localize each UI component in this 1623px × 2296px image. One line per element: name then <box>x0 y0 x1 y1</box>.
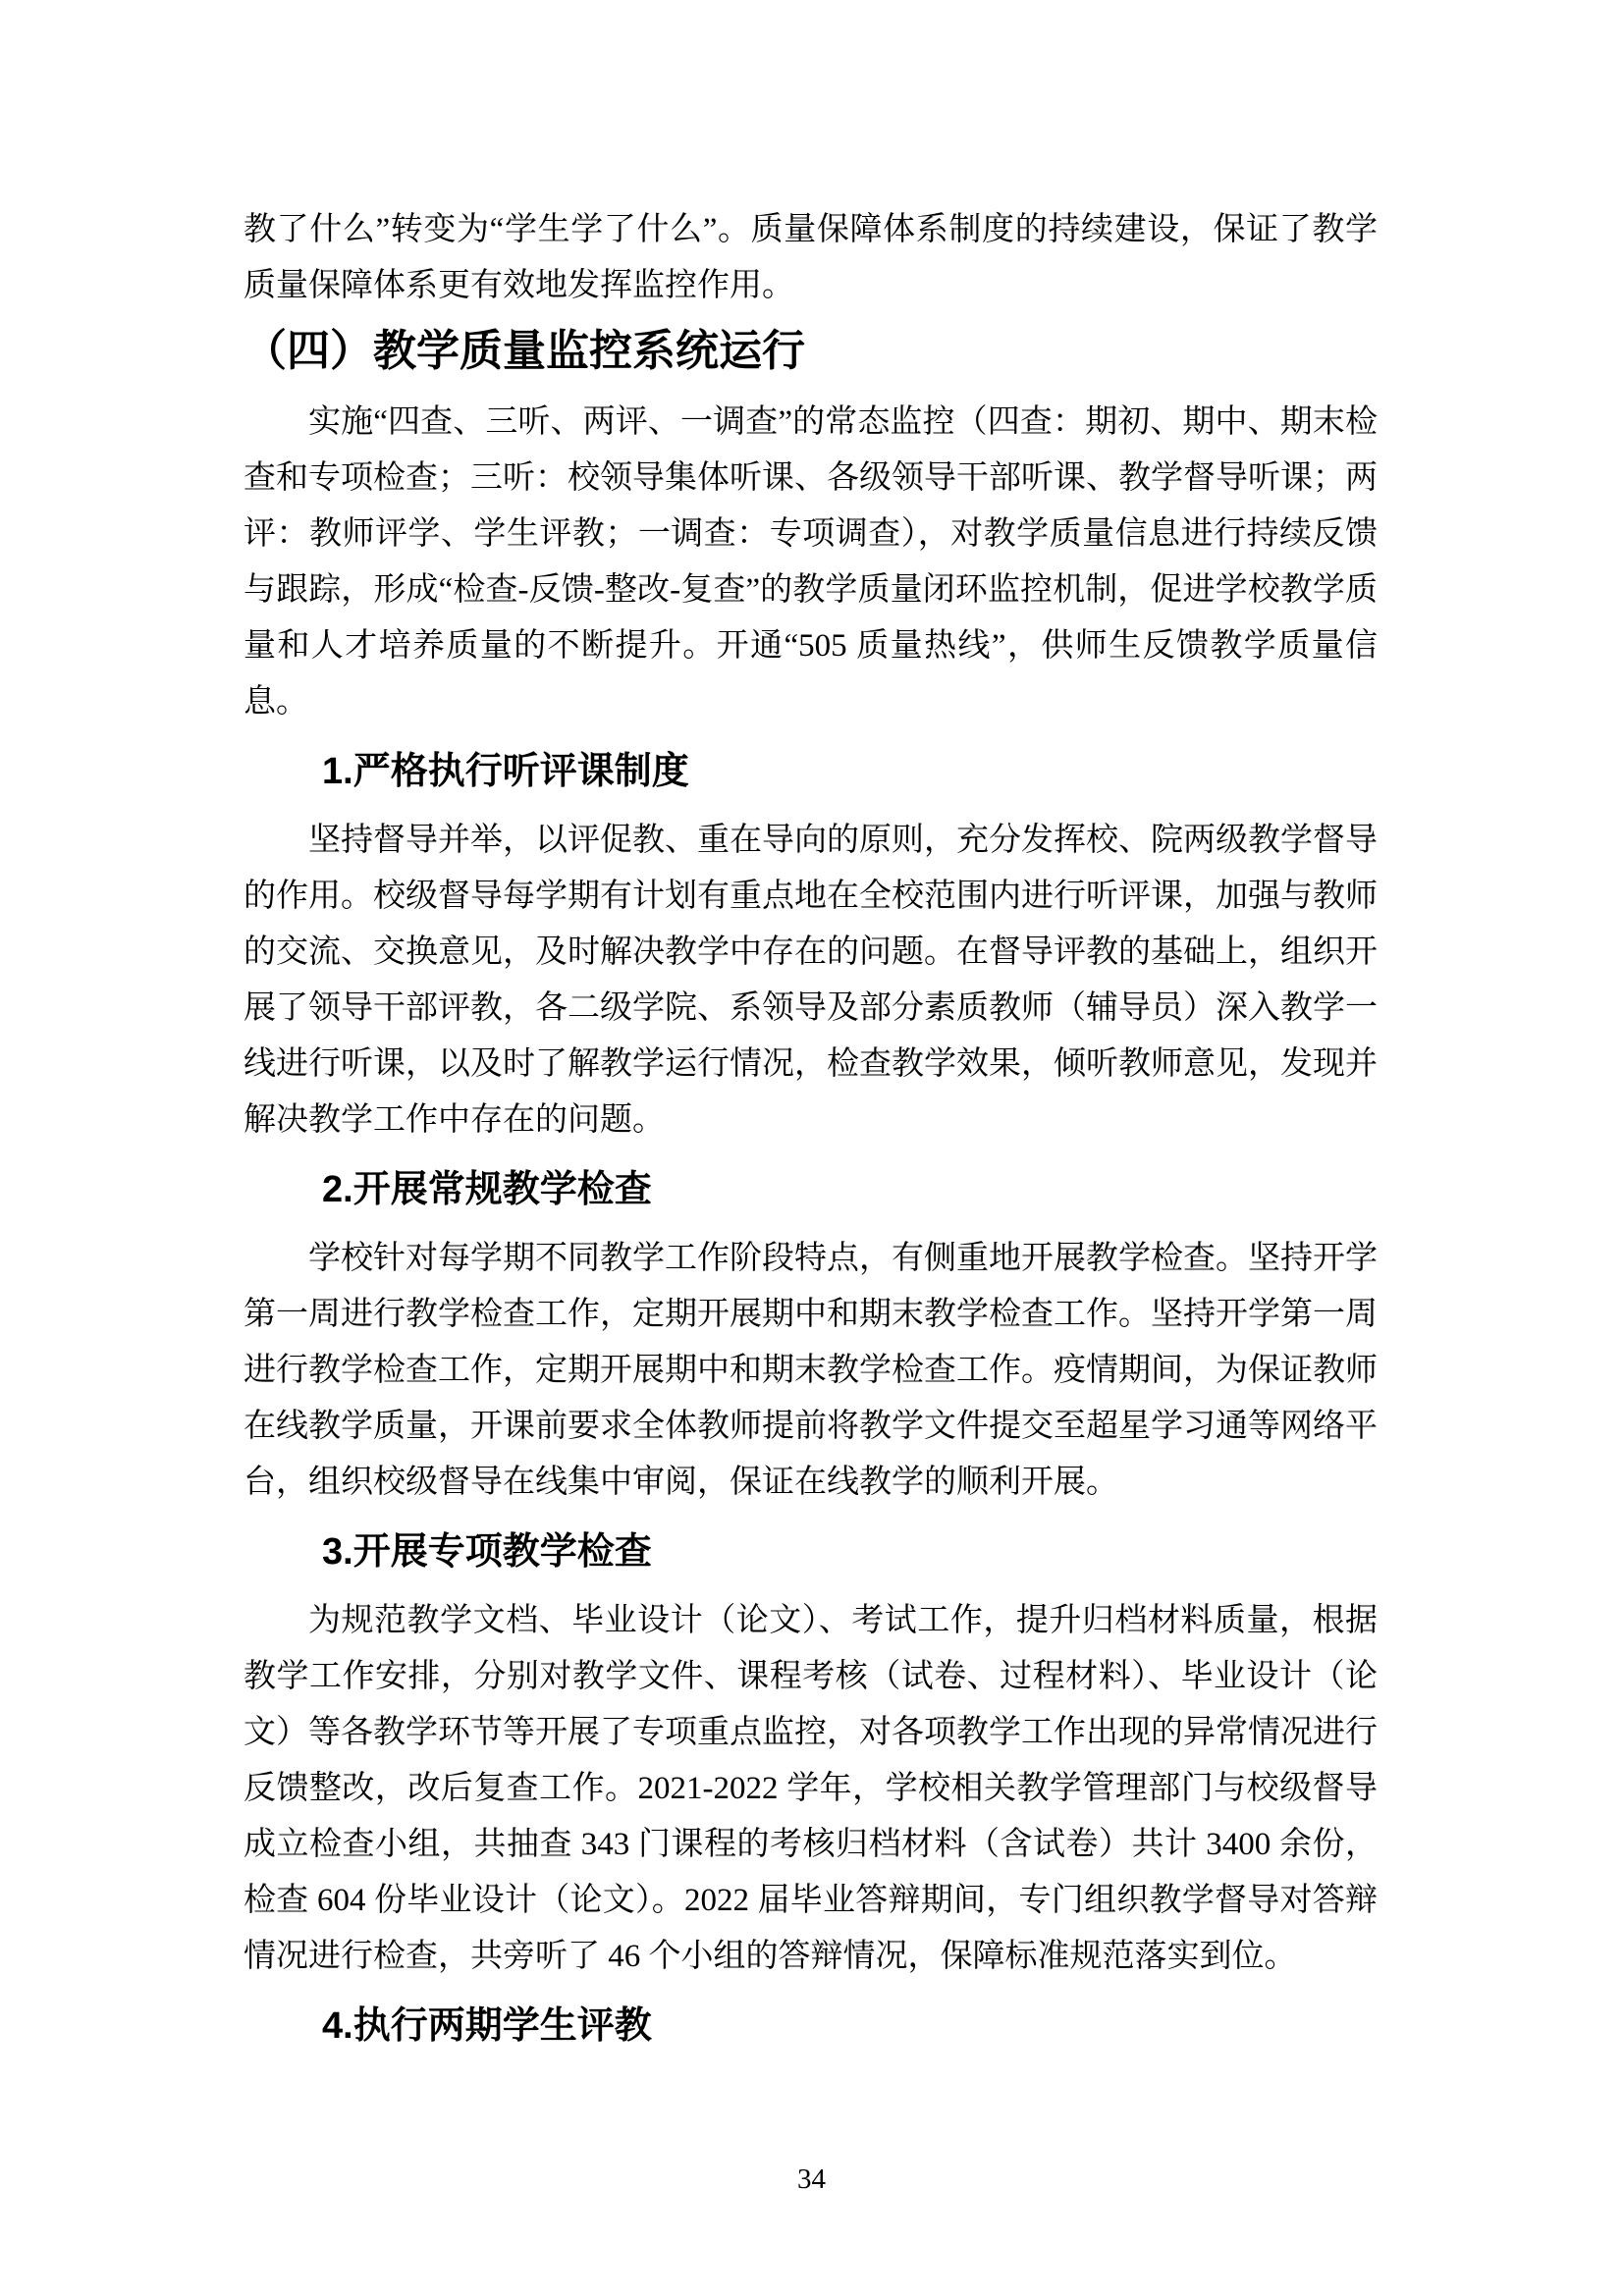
subsection-paragraph-3: 为规范教学文档、毕业设计（论文）、考试工作，提升归档材料质量，根据教学工作安排，分别对教学文件、课程考核（试卷、过程材料）、毕业设计（论文）等各教学环节等开展了专项重点监控，对各项教学工作出现的异常情况进行反馈整改，改后复查工作。2021-2022 学年，学校相关教学管理部门与校级督导成立检查小组，共抽查 343 门课程的考核归档材料（含试卷）共计 3400 余份，检查 604 份毕业设计（论文）。2022 届毕业答辩期间，专门组织教学督导对答辩情况进行检查，共旁听了 46 个小组的答辩情况，保障标准规范落实到位。 <box>243 1603 1378 1974</box>
subsection-heading-4: 4.执行两期学生评教 <box>322 2005 652 2047</box>
subsection-paragraph-2: 学校针对每学期不同教学工作阶段特点，有侧重地开展教学检查。坚持开学第一周进行教学检查工作，定期开展期中和期末教学检查工作。坚持开学第一周进行教学检查工作，定期开展期中和期末教学检查工作。疫情期间，为保证教师在线教学质量，开课前要求全体教师提前将教学文件提交至超星学习通等网络平台，组织校级督导在线集中审阅，保证在线教学的顺利开展。 <box>243 1241 1378 1500</box>
page-footer <box>0 2163 1623 2195</box>
subsection-heading-3: 3.开展专项教学检查 <box>322 1531 652 1573</box>
subsection-heading-1: 1.严格执行听评课制度 <box>322 751 689 792</box>
paragraph-continuation: 教了什么”转变为“学生学了什么”。质量保障体系制度的持续建设，保证了教学质量保障体系更有效地发挥监控作用。 <box>243 212 1378 303</box>
section-intro-paragraph: 实施“四查、三听、两评、一调查”的常态监控（四查：期初、期中、期末检查和专项检查；三听：校领导集体听课、各级领导干部听课、教学督导听课；两评：教师评学、学生评教；一调查：专项调查），对教学质量信息进行持续反馈与跟踪，形成“检查-反馈-整改-复查”的教学质量闭环监控机制，促进学校教学质量和人才培养质量的不断提升。开通“505 质量热线”，供师生反馈教学质量信息。 <box>243 404 1378 720</box>
subsection-paragraph-1: 坚持督导并举，以评促教、重在导向的原则，充分发挥校、院两级教学督导的作用。校级督导每学期有计划有重点地在全校范围内进行听评课，加强与教师的交流、交换意见，及时解决教学中存在的问题。在督导评教的基础上，组织开展了领导干部评教，各二级学院、系领导及部分素质教师（辅导员）深入教学一线进行听课，以及时了解教学运行情况，检查教学效果，倾听教师意见，发现并解决教学工作中存在的问题。 <box>243 823 1378 1138</box>
section-heading: （四）教学质量监控系统运行 <box>243 327 805 375</box>
page-number: 34 <box>797 2163 826 2195</box>
subsection-heading-2: 2.开展常规教学检查 <box>322 1169 652 1210</box>
